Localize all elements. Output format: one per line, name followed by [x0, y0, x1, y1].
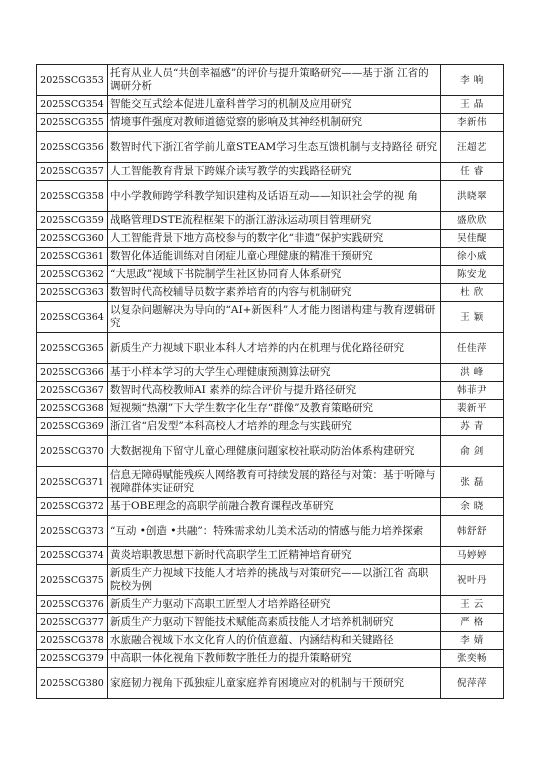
project-code: 2025SCG362: [37, 266, 108, 284]
project-code: 2025SCG378: [37, 632, 108, 650]
project-title: 以复杂问题解决为导向的“AI+新医科”人才能力图谱构建与教育逻辑研究: [108, 302, 441, 333]
project-leader: 汪超艺: [441, 132, 504, 163]
project-title: 数智时代高校教师AI 素养的综合评价与提升路径研究: [108, 382, 441, 400]
project-leader: 任佳萍: [441, 333, 504, 364]
project-title: 数智化体适能训练对自闭症儿童心理健康的精准干预研究: [108, 248, 441, 266]
project-title: 信息无障碍赋能残疾人网络教育可持续发展的路径与对策：基于听障与视障群体实证研究: [108, 467, 441, 498]
project-leader: 张奕畅: [441, 650, 504, 668]
project-leader: 韩菲尹: [441, 382, 504, 400]
project-leader: 俞 剑: [441, 436, 504, 467]
project-code: 2025SCG377: [37, 614, 108, 632]
table-row: [37, 248, 504, 266]
table-row: [37, 632, 504, 650]
project-code: 2025SCG355: [37, 114, 108, 132]
project-code: 2025SCG356: [37, 132, 108, 163]
project-title: 战略管理DSTE流程框架下的浙江游泳运动项目管理研究: [108, 212, 441, 230]
project-leader: 吴佳醍: [441, 230, 504, 248]
project-leader: 裴新平: [441, 400, 504, 418]
project-leader: 洪晓翠: [441, 181, 504, 212]
project-list-body: [37, 65, 504, 699]
project-title: 家庭韧力视角下孤独症儿童家庭养育困境应对的机制与干预研究: [108, 668, 441, 699]
project-leader: 徐小威: [441, 248, 504, 266]
project-leader: 韩舒舒: [441, 516, 504, 547]
project-title: 大数据视角下留守儿童心理健康问题家校社联动防治体系构建研究: [108, 436, 441, 467]
project-code: 2025SCG357: [37, 163, 108, 181]
project-leader: 李新伟: [441, 114, 504, 132]
project-leader: 严 格: [441, 614, 504, 632]
project-code: 2025SCG372: [37, 498, 108, 516]
project-leader: 洪 峰: [441, 364, 504, 382]
project-title: 情境事件强度对教师道德觉察的影响及其神经机制研究: [108, 114, 441, 132]
table-row: [37, 668, 504, 699]
project-title: 中高职一体化视角下教师数字胜任力的提升策略研究: [108, 650, 441, 668]
project-code: 2025SCG365: [37, 333, 108, 364]
project-title: 数智时代下浙江省学前儿童STEAM学习生态互馈机制与支持路径 研究: [108, 132, 441, 163]
project-code: 2025SCG370: [37, 436, 108, 467]
project-title: 智能交互式绘本促进儿童科普学习的机制及应用研究: [108, 96, 441, 114]
project-code: 2025SCG364: [37, 302, 108, 333]
project-code: 2025SCG354: [37, 96, 108, 114]
project-leader: 杜 欣: [441, 284, 504, 302]
table-row: [37, 212, 504, 230]
project-code: 2025SCG358: [37, 181, 108, 212]
project-code: 2025SCG379: [37, 650, 108, 668]
project-leader: 祝叶丹: [441, 565, 504, 596]
table-row: [37, 333, 504, 364]
project-code: 2025SCG359: [37, 212, 108, 230]
project-leader: 李 婧: [441, 632, 504, 650]
project-code: 2025SCG374: [37, 547, 108, 565]
project-title: “互动 •创造 •共融”：特殊需求幼儿美术活动的情感与能力培养探索: [108, 516, 441, 547]
project-leader: 张 磊: [441, 467, 504, 498]
table-row: [37, 516, 504, 547]
project-code: 2025SCG376: [37, 596, 108, 614]
project-leader: 李 响: [441, 65, 504, 96]
table-row: [37, 418, 504, 436]
project-leader: 盛欣欣: [441, 212, 504, 230]
project-code: 2025SCG371: [37, 467, 108, 498]
project-code: 2025SCG380: [37, 668, 108, 699]
project-code: 2025SCG363: [37, 284, 108, 302]
project-title: 基于OBE理念的高职学前融合教育课程改革研究: [108, 498, 441, 516]
project-code: 2025SCG366: [37, 364, 108, 382]
table-row: [37, 400, 504, 418]
project-title: 新质生产力驱动下高职工匠型人才培养路径研究: [108, 596, 441, 614]
project-title: 数智时代高校辅导员数字素养培育的内容与机制研究: [108, 284, 441, 302]
project-title: 人工智能教育背景下跨媒介读写教学的实践路径研究: [108, 163, 441, 181]
table-row: [37, 364, 504, 382]
project-code: 2025SCG368: [37, 400, 108, 418]
project-code: 2025SCG360: [37, 230, 108, 248]
table-row: [37, 181, 504, 212]
table-row: [37, 114, 504, 132]
project-title: 托育从业人员“共创幸福感”的评价与提升策略研究——基于浙 江省的调研分析: [108, 65, 441, 96]
table-row: [37, 498, 504, 516]
project-leader: 王 云: [441, 596, 504, 614]
table-row: [37, 650, 504, 668]
project-code: 2025SCG369: [37, 418, 108, 436]
table-row: [37, 467, 504, 498]
table-row: [37, 96, 504, 114]
project-title: 短视频“热潮”下大学生数字化生存“群像”及教育策略研究: [108, 400, 441, 418]
table-row: [37, 163, 504, 181]
project-code: 2025SCG361: [37, 248, 108, 266]
project-title: 新质生产力驱动下智能技术赋能高素质技能人才培养机制研究: [108, 614, 441, 632]
table-row: [37, 302, 504, 333]
table-row: [37, 547, 504, 565]
project-title: “大思政”视域下书院制学生社区协同育人体系研究: [108, 266, 441, 284]
project-code: 2025SCG373: [37, 516, 108, 547]
project-leader: 余 晓: [441, 498, 504, 516]
project-leader: 王 晶: [441, 96, 504, 114]
table-row: [37, 565, 504, 596]
table-row: [37, 132, 504, 163]
project-leader: 任 睿: [441, 163, 504, 181]
project-code: 2025SCG367: [37, 382, 108, 400]
table-row: [37, 436, 504, 467]
project-title: 新质生产力视域下职业本科人才培养的内在机理与优化路径研究: [108, 333, 441, 364]
table-row: [37, 266, 504, 284]
project-title: 黄炎培职教思想下新时代高职学生工匠精神培育研究: [108, 547, 441, 565]
project-code: 2025SCG375: [37, 565, 108, 596]
project-leader: 陈安龙: [441, 266, 504, 284]
table-row: [37, 284, 504, 302]
project-leader: 倪萍萍: [441, 668, 504, 699]
project-title: 中小学教师跨学科教学知识建构及话语互动——知识社会学的视 角: [108, 181, 441, 212]
table-row: [37, 65, 504, 96]
project-leader: 王 颖: [441, 302, 504, 333]
table-row: [37, 382, 504, 400]
table-row: [37, 614, 504, 632]
table-row: [37, 230, 504, 248]
table-row: [37, 596, 504, 614]
project-title: 基于小样本学习的大学生心理健康预测算法研究: [108, 364, 441, 382]
project-title: 浙江省“启发型”本科高校人才培养的理念与实践研究: [108, 418, 441, 436]
project-leader: 马婷婷: [441, 547, 504, 565]
project-leader: 苏 青: [441, 418, 504, 436]
project-title: 水旅融合视域下水文化育人的价值意蕴、内涵结构和关键路径: [108, 632, 441, 650]
project-title: 新质生产力视域下技能人才培养的挑战与对策研究——以浙江省 高职院校为例: [108, 565, 441, 596]
project-list-table: [36, 64, 504, 699]
project-title: 人工智能背景下地方高校参与的数字化“非遗”保护实践研究: [108, 230, 441, 248]
project-code: 2025SCG353: [37, 65, 108, 96]
